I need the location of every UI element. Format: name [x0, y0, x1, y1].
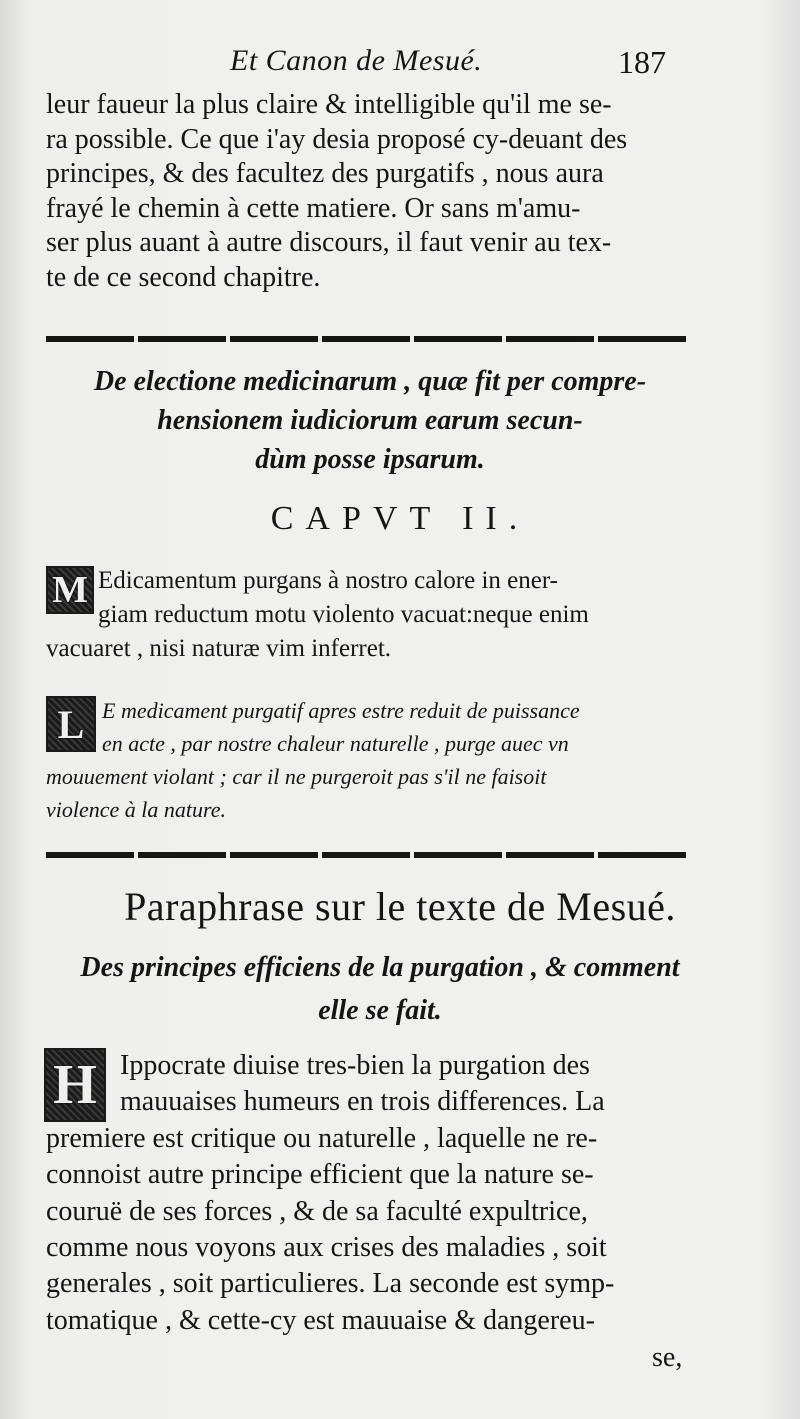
- body-line: generales , soit particulieres. La seconde est symp-: [46, 1268, 615, 1300]
- catchword: se,: [652, 1342, 683, 1373]
- latin-line: Edicamentum purgans à nostro calore in ener-: [98, 567, 558, 594]
- subtitle-line: Des principes efficiens de la purgation , & comment: [80, 952, 680, 983]
- latin-heading-line: hensionem iudiciorum earum secun-: [157, 405, 583, 436]
- section-divider: [46, 336, 686, 342]
- decorated-initial-l: L: [46, 696, 96, 752]
- body-line: comme nous voyons aux crises des maladies , soit: [46, 1232, 607, 1264]
- chapter-number: CAPVT II.: [270, 500, 530, 537]
- paraphrase-title: Paraphrase sur le texte de Mesué.: [124, 884, 676, 929]
- translation-line: E medicament purgatif apres estre reduit de puissance: [102, 698, 580, 723]
- subtitle-line: elle se fait.: [318, 995, 442, 1026]
- body-line: couruë de ses forces , & de sa faculté expultrice,: [46, 1195, 588, 1227]
- body-line: Ippocrate diuise tres-bien la purgation des: [120, 1050, 590, 1081]
- section-divider: [46, 852, 686, 858]
- page-header: [0, 40, 800, 90]
- paraphrase-subtitle: [60, 946, 700, 1032]
- latin-line: giam reductum motu violento vacuat:neque enim: [98, 601, 589, 628]
- paraphrase-body: [46, 1048, 686, 1339]
- decorated-initial-h: H: [44, 1048, 106, 1122]
- french-translation: [46, 694, 686, 826]
- intro-line: ra possible. Ce que i'ay desia proposé cy-deuant des: [46, 123, 628, 155]
- intro-line: ser plus auant à autre discours, il faut venir au tex-: [46, 227, 612, 259]
- body-line: connoist autre principe efficient que la nature se-: [46, 1159, 594, 1191]
- body-line: tomatique , & cette-cy est mauuaise & dangereu-: [46, 1304, 595, 1336]
- intro-line: leur faueur la plus claire & intelligible qu'il me se-: [46, 89, 612, 120]
- translation-line: mouuement violant ; car il ne purgeroit pas s'il ne faisoit: [46, 764, 547, 789]
- decorated-initial-m: M: [46, 566, 94, 614]
- translation-line: violence à la nature.: [46, 797, 227, 822]
- latin-text: [46, 564, 686, 666]
- running-title: Et Canon de Mesué.: [230, 44, 483, 77]
- latin-heading-line: De electione medicinarum , quæ fit per compre-: [93, 366, 647, 397]
- body-line: premiere est critique ou naturelle , laquelle ne re-: [46, 1122, 598, 1154]
- latin-chapter-heading: [60, 362, 680, 479]
- intro-line: te de ce second chapitre.: [46, 261, 321, 293]
- latin-line: vacuaret , nisi naturæ vim inferret.: [46, 635, 392, 662]
- intro-paragraph: [46, 88, 686, 296]
- body-line: mauuaises humeurs en trois differences. La: [120, 1086, 605, 1118]
- latin-heading-line: dùm posse ipsarum.: [255, 444, 485, 475]
- translation-line: en acte , par nostre chaleur naturelle , purge auec vn: [102, 731, 569, 756]
- intro-line: principes, & des facultez des purgatifs , nous aura: [46, 158, 604, 190]
- page-number: 187: [618, 44, 666, 80]
- intro-line: frayé le chemin à cette matiere. Or sans m'amu-: [46, 192, 581, 224]
